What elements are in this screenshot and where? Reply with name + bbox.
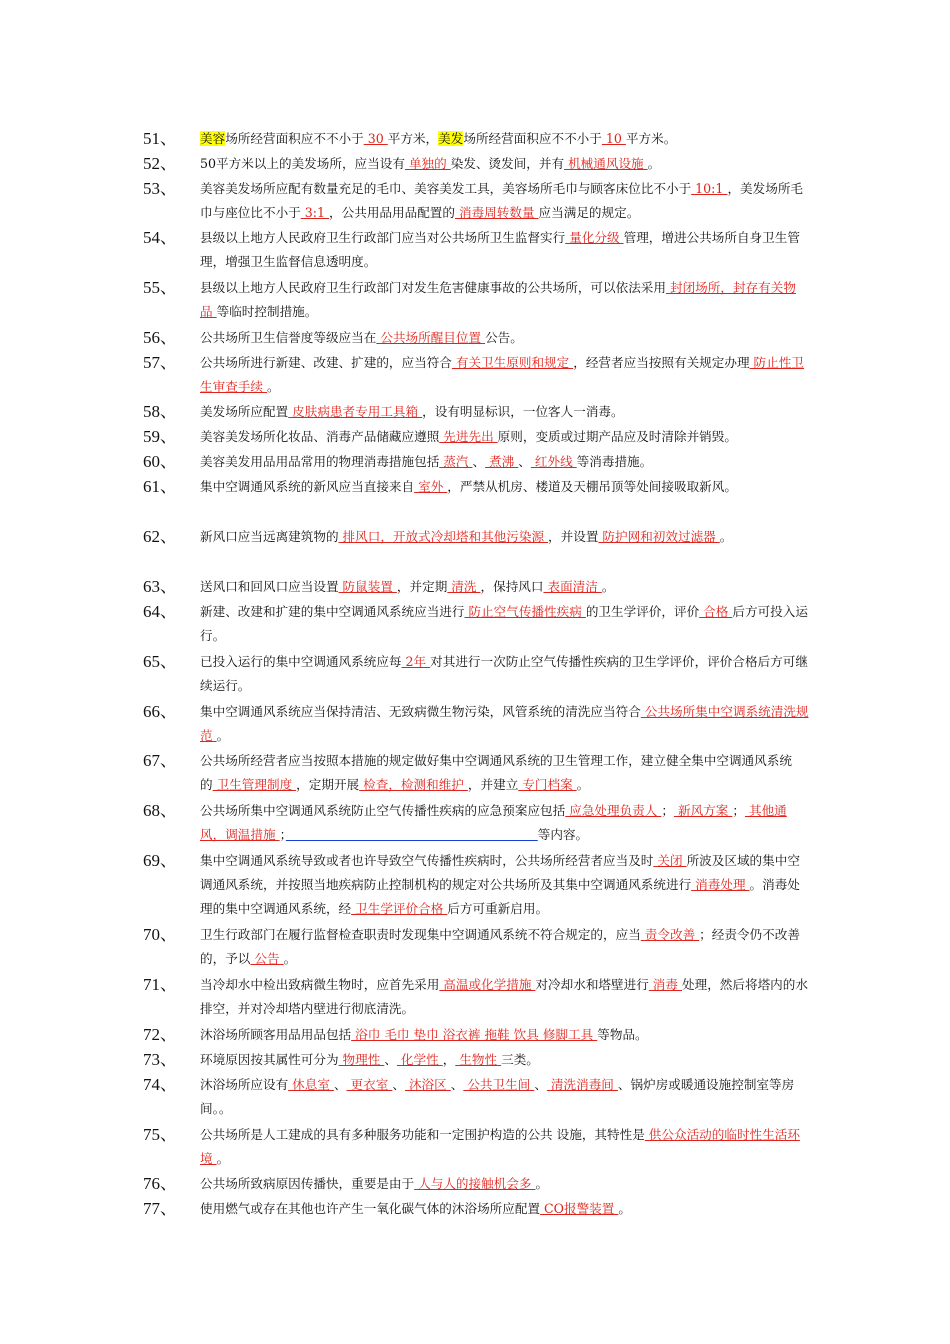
question-text bbox=[200, 923, 810, 971]
answer-blank: 3:1 bbox=[300, 205, 330, 220]
answer-blank: 浴巾 毛巾 垫巾 浴衣裤 拖鞋 饮具 修脚工具 bbox=[351, 1027, 598, 1042]
text-segment: 送风口和回风口应当设置 bbox=[200, 579, 339, 594]
highlighted-term: 美容 bbox=[200, 131, 226, 146]
question-text bbox=[200, 1073, 810, 1121]
answer-blank: 防鼠装置 bbox=[338, 579, 397, 594]
text-segment: 当冷却水中检出致病微生物时，应首先采用 bbox=[200, 977, 440, 992]
text-segment: 、 bbox=[450, 1077, 464, 1092]
empty-blank bbox=[286, 827, 538, 842]
question-text bbox=[200, 152, 810, 176]
answer-blank: 关闭 bbox=[653, 853, 687, 868]
text-segment: 平方米。 bbox=[625, 131, 677, 146]
question-number: 52、 bbox=[143, 154, 177, 173]
answer-blank: 先进先出 bbox=[439, 429, 498, 444]
question-text bbox=[200, 1123, 810, 1171]
question-number: 51、 bbox=[143, 129, 177, 148]
text-segment: 、 bbox=[392, 1077, 405, 1092]
answer-blank: 合格 bbox=[699, 604, 733, 619]
question-number: 75、 bbox=[143, 1125, 177, 1144]
answer-blank: 物理性 bbox=[338, 1052, 385, 1067]
text-segment: 处理，然后将塔内的水排空，并对冷却塔内壁进行彻底清洗。 bbox=[200, 977, 808, 1016]
text-segment: 平方米， bbox=[387, 131, 439, 146]
text-segment: 。 bbox=[719, 529, 733, 544]
answer-blank: 消毒周转数量 bbox=[454, 205, 539, 220]
question-text bbox=[200, 127, 810, 151]
answer-blank: 10 bbox=[601, 131, 626, 146]
answer-blank: 供公众活动的临时性生活环境 bbox=[200, 1127, 800, 1166]
text-segment: 使用燃气或存在其他也许产生一氧化碳气体的沐浴场所应配置 bbox=[200, 1201, 541, 1216]
text-segment: 县级以上地方人民政府卫生行政部门应当对公共场所卫生监督实行 bbox=[200, 230, 566, 245]
answer-blank: 清洗 bbox=[447, 579, 481, 594]
question-number: 64、 bbox=[143, 602, 177, 621]
text-segment: 。 bbox=[535, 1176, 549, 1191]
answer-blank: 封闭场所，封存有关物品 bbox=[200, 280, 796, 319]
text-segment: 。消毒处理的集中空调通风系统，经 bbox=[200, 877, 800, 916]
question-number: 60、 bbox=[143, 452, 177, 471]
question-text bbox=[200, 600, 810, 648]
question-text bbox=[200, 700, 810, 748]
question-number: 66、 bbox=[143, 702, 177, 721]
text-segment: 的卫生学评价，评价 bbox=[585, 604, 700, 619]
answer-blank: 蒸汽 bbox=[439, 454, 473, 469]
question-number: 77、 bbox=[143, 1199, 177, 1218]
answer-blank: 30 bbox=[363, 131, 388, 146]
text-segment: 新风口应当远离建筑物的 bbox=[200, 529, 339, 544]
answer-blank: 休息室 bbox=[288, 1077, 334, 1092]
answer-blank: 表面清洁 bbox=[543, 579, 602, 594]
text-segment: ，经营者应当按照有关规定办理 bbox=[573, 355, 750, 370]
answer-blank: CO报警装置 bbox=[540, 1201, 619, 1216]
text-segment: 、 bbox=[384, 1052, 397, 1067]
text-segment: 三类。 bbox=[501, 1052, 539, 1067]
text-segment: 原则，变质或过期产品应及时清除并销毁。 bbox=[497, 429, 737, 444]
question-number: 63、 bbox=[143, 577, 177, 596]
text-segment: 环境原因按其属性可分为 bbox=[200, 1052, 339, 1067]
text-segment: 集中空调通风系统的新风应当直接来自 bbox=[200, 479, 415, 494]
text-segment: 等内容。 bbox=[537, 827, 589, 842]
question-text bbox=[200, 351, 810, 399]
question-number: 74、 bbox=[143, 1075, 177, 1094]
answer-blank: 卫生管理制度 bbox=[212, 777, 297, 792]
highlighted-term: 美发 bbox=[438, 131, 464, 146]
answer-blank: 防止性卫生审查手续 bbox=[200, 355, 804, 394]
question-number: 76、 bbox=[143, 1174, 177, 1193]
answer-blank: 清洗消毒间 bbox=[546, 1077, 618, 1092]
text-segment: ；经责令仍不改善的，予以 bbox=[200, 927, 800, 966]
answer-blank: 红外线 bbox=[530, 454, 577, 469]
text-segment: 应当满足的规定。 bbox=[538, 205, 640, 220]
answer-blank: 公共场所醒目位置 bbox=[376, 330, 486, 345]
question-text bbox=[200, 749, 810, 797]
answer-blank: 消毒 bbox=[648, 977, 682, 992]
text-segment: 后方可投入运行。 bbox=[200, 604, 808, 643]
question-text bbox=[200, 177, 810, 225]
question-number: 71、 bbox=[143, 975, 177, 994]
answer-blank: 公告 bbox=[250, 951, 284, 966]
answer-blank: 有关卫生原则和规定 bbox=[451, 355, 574, 370]
answer-blank: 量化分级 bbox=[565, 230, 624, 245]
text-segment: 。 bbox=[266, 379, 280, 394]
question-text bbox=[200, 326, 810, 350]
text-segment: 县级以上地方人民政府卫生行政部门对发生危害健康事故的公共场所，可以依法采用 bbox=[200, 280, 666, 295]
answer-blank: 更衣室 bbox=[346, 1077, 393, 1092]
text-segment: ， bbox=[442, 1052, 456, 1067]
answer-blank: 排风口，开放式冷却塔和其他污染源 bbox=[338, 529, 549, 544]
answer-blank: 人与人的接触机会多 bbox=[414, 1176, 536, 1191]
text-segment: 。 bbox=[283, 951, 297, 966]
question-text bbox=[200, 475, 810, 499]
question-text bbox=[200, 1197, 810, 1221]
question-number: 54、 bbox=[143, 228, 177, 247]
text-segment: 美容美发用品用品常用的物理消毒措施包括 bbox=[200, 454, 440, 469]
text-segment: 美发场所应配置 bbox=[200, 404, 289, 419]
answer-blank: 防止空气传播性疾病 bbox=[464, 604, 586, 619]
answer-blank: 10:1 bbox=[691, 181, 728, 196]
text-segment: 已投入运行的集中空调通风系统应每 bbox=[200, 654, 402, 669]
text-segment: 公共场所致病原因传播快，重要是由于 bbox=[200, 1176, 415, 1191]
text-segment: 。 bbox=[576, 777, 590, 792]
answer-blank: 煮沸 bbox=[485, 454, 519, 469]
answer-blank: 化学性 bbox=[396, 1052, 443, 1067]
text-segment: 公告。 bbox=[485, 330, 523, 345]
answer-blank: 卫生学评价合格 bbox=[351, 901, 448, 916]
text-segment: 场所经营面积应不不小于 bbox=[463, 131, 602, 146]
answer-blank: 应急处理负责人 bbox=[565, 803, 662, 818]
text-segment: 对冷却水和塔壁进行 bbox=[535, 977, 649, 992]
text-segment: 对其进行一次防止空气传播性疾病的卫生学评价，评价合格后方可继续运行。 bbox=[200, 654, 808, 693]
question-number: 70、 bbox=[143, 925, 177, 944]
question-number: 59、 bbox=[143, 427, 177, 446]
text-segment: 。 bbox=[618, 1201, 631, 1216]
answer-blank: 公共场所集中空调系统清洗规范 bbox=[200, 704, 809, 743]
question-text bbox=[200, 525, 810, 549]
text-segment: 。 bbox=[601, 579, 615, 594]
question-text bbox=[200, 799, 810, 847]
text-segment: 、 bbox=[472, 454, 486, 469]
text-segment: 沐浴场所顾客用品用品包括 bbox=[200, 1027, 352, 1042]
question-text bbox=[200, 1048, 810, 1072]
text-segment: 新建、改建和扩建的集中空调通风系统应当进行 bbox=[200, 604, 465, 619]
answer-blank: 其他通风，调温措施 bbox=[200, 803, 787, 842]
text-segment: 卫生行政部门在履行监督检查职责时发现集中空调通风系统不符合规定的，应当 bbox=[200, 927, 641, 942]
text-segment: 50平方米以上的美发场所，应当设有 bbox=[200, 156, 405, 171]
question-number: 58、 bbox=[143, 402, 177, 421]
text-segment: ，美发场所毛巾与座位比不小于 bbox=[200, 181, 804, 220]
text-segment: ，保持风口 bbox=[480, 579, 544, 594]
text-segment: 、锅炉房或暖通设施控制室等房间。。 bbox=[200, 1077, 795, 1116]
answer-blank: 机械通风设施 bbox=[564, 156, 648, 171]
answer-blank: 新风方案 bbox=[673, 803, 733, 818]
question-text bbox=[200, 226, 810, 274]
text-segment: 后方可重新启用。 bbox=[447, 901, 549, 916]
question-number: 68、 bbox=[143, 801, 177, 820]
text-segment: 公共场所集中空调通风系统防止空气传播性疾病的应急预案应包括 bbox=[200, 803, 566, 818]
answer-blank: 皮肤病患者专用工具箱 bbox=[288, 404, 423, 419]
question-text bbox=[200, 1023, 810, 1047]
text-segment: 等临时控制措施。 bbox=[216, 304, 318, 319]
text-segment: 所波及区域的集中空调通风系统，并按照当地疾病防止控制机构的规定对公共场所及其集中空调通风系统进行 bbox=[200, 853, 800, 892]
question-number: 73、 bbox=[143, 1050, 177, 1069]
text-segment: 、 bbox=[518, 454, 531, 469]
text-segment: 美容美发场所应配有数量充足的毛巾、美容美发工具，美容场所毛巾与顾客床位比不小于 bbox=[200, 181, 692, 196]
answer-blank: 责令改善 bbox=[640, 927, 700, 942]
answer-blank: 防护网和初效过滤器 bbox=[598, 529, 720, 544]
text-segment: 、 bbox=[534, 1077, 547, 1092]
question-text bbox=[200, 276, 810, 324]
question-text bbox=[200, 650, 810, 698]
question-number: 69、 bbox=[143, 851, 177, 870]
text-segment: 公共场所是人工建成的具有多种服务功能和一定围护构造的公共 设施，其特性是 bbox=[200, 1127, 645, 1142]
question-text bbox=[200, 425, 810, 449]
text-segment: ，严禁从机房、楼道及天棚吊顶等处间接吸取新风。 bbox=[447, 479, 737, 494]
text-segment: ，并定期 bbox=[396, 579, 448, 594]
text-segment: ； bbox=[279, 827, 286, 842]
question-text bbox=[200, 849, 810, 921]
answer-blank: 室外 bbox=[414, 479, 448, 494]
question-number: 61、 bbox=[143, 477, 177, 496]
question-number: 67、 bbox=[143, 751, 177, 770]
question-number: 62、 bbox=[143, 527, 177, 546]
answer-blank: 生物性 bbox=[455, 1052, 502, 1067]
answer-blank: 检查，检测和维护 bbox=[359, 777, 468, 792]
text-segment: ； bbox=[732, 803, 745, 818]
text-segment: 染发、烫发间，并有 bbox=[450, 156, 565, 171]
answer-blank: 2年 bbox=[401, 654, 431, 669]
text-segment: 美容美发场所化妆品、消毒产品储藏应遵照 bbox=[200, 429, 440, 444]
text-segment: 。 bbox=[647, 156, 661, 171]
text-segment: 等物品。 bbox=[597, 1027, 648, 1042]
text-segment: 沐浴场所应设有 bbox=[200, 1077, 289, 1092]
question-text bbox=[200, 400, 810, 424]
question-number: 53、 bbox=[143, 179, 177, 198]
question-number: 65、 bbox=[143, 652, 177, 671]
question-number: 55、 bbox=[143, 278, 177, 297]
text-segment: 。 bbox=[216, 1151, 230, 1166]
answer-blank: 消毒处理 bbox=[691, 877, 750, 892]
answer-blank: 公共卫生间 bbox=[463, 1077, 535, 1092]
text-segment: ； bbox=[661, 803, 674, 818]
text-segment: ，设有明显标识，一位客人一消毒。 bbox=[422, 404, 624, 419]
answer-blank: 高温或化学措施 bbox=[439, 977, 536, 992]
question-text bbox=[200, 450, 810, 474]
answer-blank: 专门档案 bbox=[518, 777, 577, 792]
text-segment: 公共场所卫生信誉度等级应当在 bbox=[200, 330, 377, 345]
text-segment: 。 bbox=[216, 728, 230, 743]
question-text bbox=[200, 1172, 810, 1196]
question-text bbox=[200, 575, 810, 599]
text-segment: 等消毒措施。 bbox=[576, 454, 653, 469]
text-segment: 公共场所经营者应当按照本措施的规定做好集中空调通风系统的卫生管理工作，建立健全集中空调通风系统的 bbox=[200, 753, 792, 792]
text-segment: ，公共用品用品配置的 bbox=[329, 205, 455, 220]
text-segment: ，定期开展 bbox=[296, 777, 360, 792]
text-segment: 、 bbox=[333, 1077, 347, 1092]
question-number: 56、 bbox=[143, 328, 177, 347]
text-segment: ，并设置 bbox=[548, 529, 599, 544]
text-segment: 集中空调通风系统导致或者也许导致空气传播性疾病时，公共场所经营者应当及时 bbox=[200, 853, 654, 868]
question-number: 57、 bbox=[143, 353, 177, 372]
text-segment: 集中空调通风系统应当保持清洁、无致病微生物污染，风管系统的清洗应当符合 bbox=[200, 704, 641, 719]
question-number: 72、 bbox=[143, 1025, 177, 1044]
text-segment: ，并建立 bbox=[467, 777, 519, 792]
text-segment: 场所经营面积应不不小于 bbox=[225, 131, 364, 146]
text-segment: 公共场所进行新建、改建、扩建的，应当符合 bbox=[200, 355, 452, 370]
text-segment: 管理，增进公共场所自身卫生管理，增强卫生监督信息透明度。 bbox=[200, 230, 800, 269]
answer-blank: 沐浴区 bbox=[404, 1077, 451, 1092]
answer-blank: 单独的 bbox=[404, 156, 451, 171]
question-text bbox=[200, 973, 810, 1021]
